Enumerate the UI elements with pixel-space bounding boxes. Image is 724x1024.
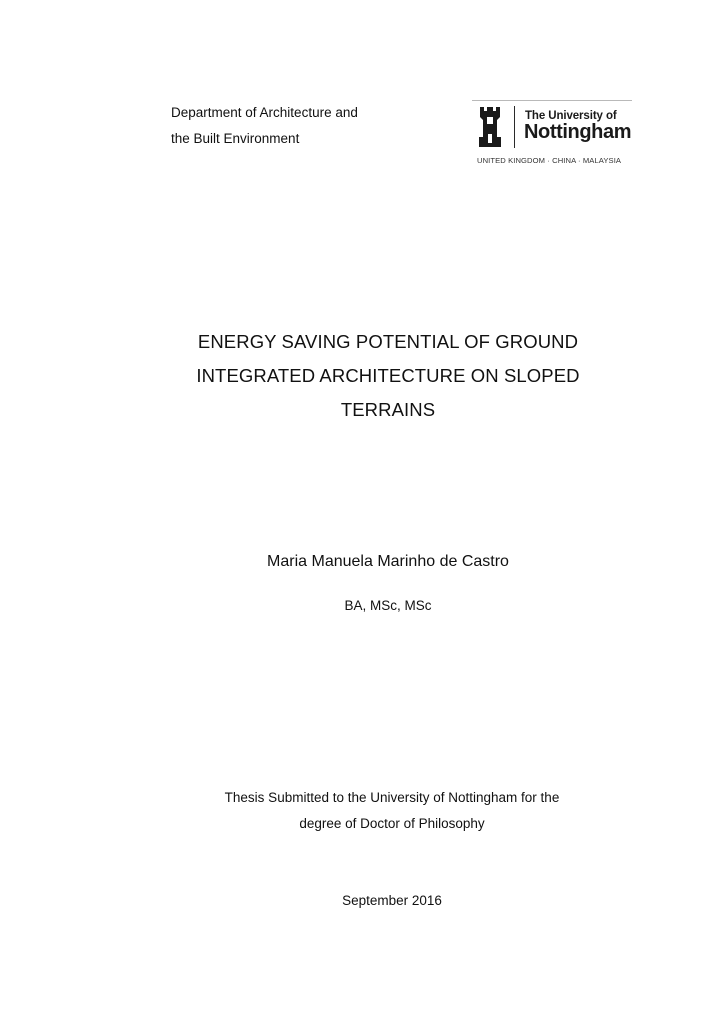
logo-university-of: The University of [525, 110, 617, 122]
university-logo [472, 100, 632, 170]
logo-nottingham: Nottingham [524, 121, 632, 143]
title-line-3: TERRAINS [340, 399, 436, 420]
department-line-2: the Built Environment [171, 131, 300, 146]
logo-divider [514, 106, 515, 148]
logo-rule [472, 100, 632, 101]
submission-date: September 2016 [342, 893, 442, 908]
submission-statement [100, 785, 684, 837]
department-line-1: Department of Architecture and [171, 105, 358, 120]
author-qualifications: BA, MSc, MSc [344, 598, 432, 613]
logo-campuses: UNITED KINGDOM · CHINA · MALAYSIA [477, 156, 622, 165]
title-line-2: INTEGRATED ARCHITECTURE ON SLOPED [196, 365, 580, 386]
castle-crest-icon [477, 107, 503, 147]
submission-line-2: degree of Doctor of Philosophy [299, 816, 485, 831]
author-name: Maria Manuela Marinho de Castro [267, 553, 509, 570]
title-line-1: ENERGY SAVING POTENTIAL OF GROUND [197, 331, 579, 352]
department-name [171, 100, 358, 152]
submission-line-1: Thesis Submitted to the University of Nottingham for the [224, 790, 560, 805]
thesis-title [100, 325, 676, 427]
